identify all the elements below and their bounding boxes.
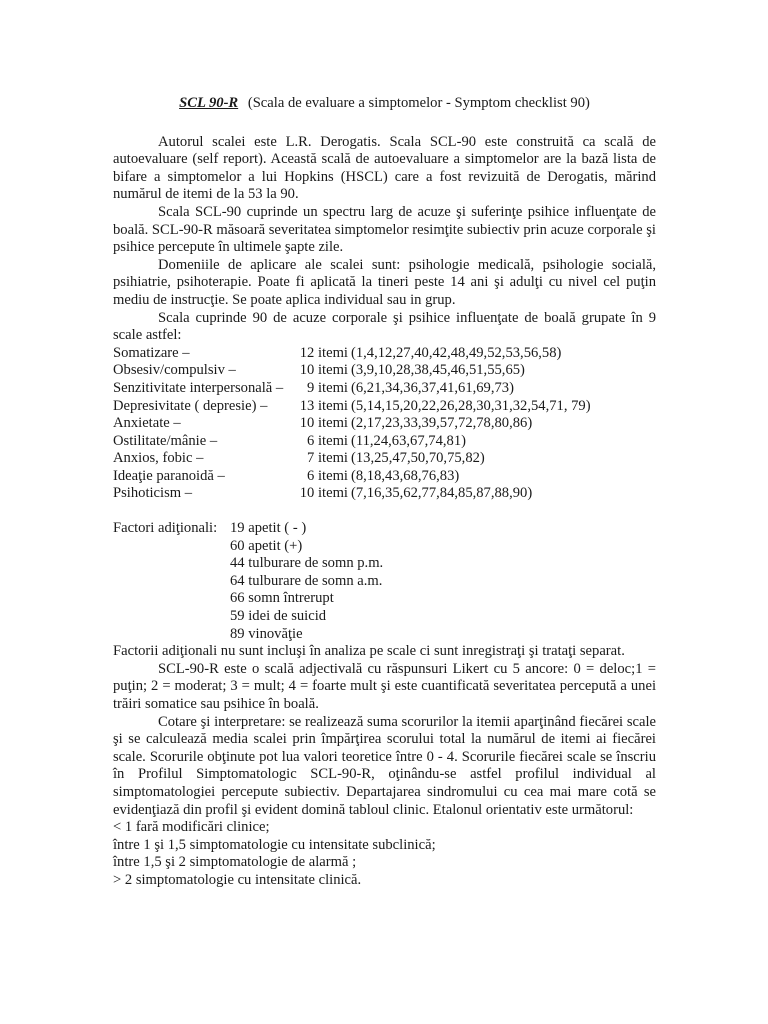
scale-items: (5,14,15,20,22,26,28,30,31,32,54,71, 79) xyxy=(351,397,591,414)
scale-name: Senzitivitate interpersonală – xyxy=(113,379,284,396)
scale-items: (6,21,34,36,37,41,61,69,73) xyxy=(351,379,514,396)
scoring-paragraph: Cotare şi interpretare: se realizează suma scorurilor la itemii aparţinând fiecărei scale şi se calculează media scalei prin împărţirea scorului total la numărul de itemi ai fiecărei scale. Scorurile obţinute pot lua valori teoretice între 0 - 4. Scorurile fiecărei scale se înscriu în Profilul Simptomatologic SCL-90-R, oţinându-se astfel profilul individual al simptomatologiei percepute subiectiv. Departajarea sindromului cu cea mai mare cotă se evidenţiază din profil şi evident domină tabloul clinic. Etalonul orientativ este următorul: xyxy=(113,713,656,818)
scale-count: 10 itemi xyxy=(299,415,348,432)
factors-label: Factori adiţionali: xyxy=(113,520,218,537)
scale-name: Obsesiv/compulsiv – xyxy=(113,362,236,379)
additional-factors xyxy=(113,520,656,643)
factor-row xyxy=(113,573,656,591)
scale-name: Depresivitate ( depresie) – xyxy=(113,397,268,414)
document-title xyxy=(113,95,656,113)
scale-row xyxy=(113,362,656,380)
etalon-item: > 2 simptomatologie cu intensitate clinică. xyxy=(113,871,362,888)
intro-paragraph-domains: Domeniile de aplicare ale scalei sunt: psihologie medicală, psihologie socială, psihiatrie, psihoterapie. Poate fi aplicată la tineri peste 14 ani şi adulţi cu nivel cel puţin mediu de instrucţie. Se poate aplica individual sau in grup. xyxy=(113,256,656,308)
factor-item: 19 apetit ( - ) xyxy=(230,520,307,537)
intro-paragraph-scope: Scala SCL-90 cuprinde un spectru larg de acuze şi suferinţe psihice influenţate de boală. SCL-90-R măsoară severitatea simptomelor resimţite subiectiv prin acuze corporale şi psihice percepute în ultimele şapte zile. xyxy=(113,203,656,256)
scale-row xyxy=(113,345,656,363)
factor-item: 89 vinovăţie xyxy=(230,625,303,642)
scale-count: 6 itemi xyxy=(307,432,348,449)
scales-list xyxy=(113,345,656,503)
scale-count: 6 itemi xyxy=(307,467,348,484)
factor-item: 64 tulburare de somn a.m. xyxy=(230,572,383,589)
scale-row xyxy=(113,468,656,486)
factor-item: 59 idei de suicid xyxy=(230,608,327,625)
scale-row xyxy=(113,433,656,451)
scale-row xyxy=(113,450,656,468)
scale-count: 7 itemi xyxy=(307,450,348,467)
scale-count: 12 itemi xyxy=(299,344,348,361)
scale-name: Anxios, fobic – xyxy=(113,450,204,467)
factor-row xyxy=(113,608,656,626)
scale-row xyxy=(113,380,656,398)
etalon-item: între 1,5 şi 2 simptomatologie de alarmă ; xyxy=(113,854,357,871)
factor-item: 66 somn întrerupt xyxy=(230,590,334,607)
title-lead: SCL 90-R xyxy=(179,95,239,111)
scale-row xyxy=(113,415,656,433)
etalon-item: < 1 fară modificări clinice; xyxy=(113,819,270,836)
scale-count: 9 itemi xyxy=(307,379,348,396)
scale-name: Psihoticism – xyxy=(113,485,193,502)
scale-count: 13 itemi xyxy=(299,397,348,414)
scale-row xyxy=(113,485,656,503)
factor-row xyxy=(113,555,656,573)
etalon-list xyxy=(113,819,656,889)
factor-item: 44 tulburare de somn p.m. xyxy=(230,555,384,572)
scale-row xyxy=(113,398,656,416)
scale-items: (3,9,10,28,38,45,46,51,55,65) xyxy=(351,362,525,379)
scale-items: (1,4,12,27,40,42,48,49,52,53,56,58) xyxy=(351,344,562,361)
scale-name: Somatizare – xyxy=(113,344,190,361)
scale-name: Ideaţie paranoidă – xyxy=(113,467,225,484)
scale-items: (11,24,63,67,74,81) xyxy=(351,432,466,449)
scale-items: (13,25,47,50,70,75,82) xyxy=(351,450,485,467)
title-rest: (Scala de evaluare a simptomelor - Symptom checklist 90) xyxy=(247,95,590,111)
intro-paragraph-author: Autorul scalei este L.R. Derogatis. Scala SCL-90 este construită ca scală de autoevaluare (self report). Această scală de autoevaluare a simptomelor are la bază lista de bifare a simptomelor a lui Hopkins (HSCL) care a fost revizuită de Derogatis, mărind numărul de itemi de la 53 la 90. xyxy=(113,133,656,203)
scale-name: Anxietate – xyxy=(113,415,181,432)
scale-items: (7,16,35,62,77,84,85,87,88,90) xyxy=(351,485,533,502)
scale-items: (8,18,43,68,76,83) xyxy=(351,467,460,484)
factor-item: 60 apetit (+) xyxy=(230,537,303,554)
factor-row xyxy=(113,590,656,608)
factors-note: Factorii adiţionali nu sunt incluşi în analiza pe scale ci sunt inregistraţi şi trataţi separat. xyxy=(113,643,625,660)
factor-row xyxy=(113,626,656,644)
intro-paragraph-scales: Scala cuprinde 90 de acuze corporale şi psihice influenţate de boală grupate în 9 scale astfel: xyxy=(113,309,656,344)
scale-count: 10 itemi xyxy=(299,362,348,379)
factor-row xyxy=(113,520,656,538)
factor-row xyxy=(113,538,656,556)
scale-name: Ostilitate/mânie – xyxy=(113,432,218,449)
etalon-item: între 1 şi 1,5 simptomatologie cu intensitate subclinică; xyxy=(113,836,436,853)
likert-paragraph: SCL-90-R este o scală adjectivală cu răspunsuri Likert cu 5 ancore: 0 = deloc;1 = puţin; 2 = moderat; 3 = mult; 4 = foarte mult şi este cuantificată severitatea percepută a unei trăiri somatice sau psihice în boală. xyxy=(113,660,656,712)
scale-items: (2,17,23,33,39,57,72,78,80,86) xyxy=(351,415,533,432)
scale-count: 10 itemi xyxy=(299,485,348,502)
